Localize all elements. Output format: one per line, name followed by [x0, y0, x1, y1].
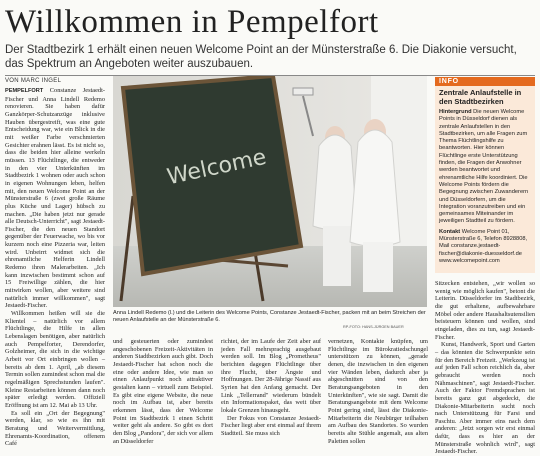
col1-paragraph-1: Constanze Jestaedt-Fischer und Anna Lindell Redemo renovieren. Sie haben dafür Ganzkörper-Schutzanzüge inklusive Hauben übergestreift, was eine gute Entscheidung war, wie ein Blick in die mit weißer Farbe verschmierten Gesichter erahnen lässt. Es ist nicht so, dass die beiden hier alleine werkeln müssen. 13 Flüchtlinge, die entweder in den vier Unterkünften im Stadtbezirk 1 wohnen oder auch schon in eigenen Wohnungen leben, helfen mit, den neuen Welcome Point an der Münsterstraße 6 (zwei große Räume plus Küche und Lager) hübsch zu machen. „Die haben jetzt nur gerade alle Deutsch-Unterricht", sagt Jestaedt-Fischer, die den neuen Standort gegenüber der Feuerwache, wo bis vor kurzem noch eine Pizzeria war, leiten wird. Unbeirrt widmet sich die ehrenamtliche Helferin Lindell Redemo ihren Malerarbeiten. „Ich kann inzwischen bestimmt schon auf 15 Freiwillige zählen, die hier mitwirken wollen, aber weitere sind natürlich immer willkommen", sagt Jestaedt-Fischer. [5, 87, 105, 310]
col3-paragraph-1: richtet, der im Laufe der Zeit aber auf jeden Fall mehrsprachig ausgebaut werden soll. Im Blog „Prometheus" berichten dagegen Flüchtlinge über ihre Flucht, über Ängste und Hoffnungen. Der 28-Jährige Nassif aus Syrien hat den Anfang gemacht. Der Link „Tellerrand" wiederum bündelt ein Informationspaket, das weit über lokale Grenzen hinausgeht. [221, 338, 321, 414]
subtitle: Der Stadtbezirk 1 erhält einen neuen Welcome Point an der Münsterstraße 6. Die Diakonie versucht, das Spektrum an Angeboten weiter auszubauen. [5, 44, 517, 70]
article-column-3 [221, 338, 321, 438]
info-body: Hintergrund Die neuen Welcome Points in Düsseldorf dienen als zentrale Anlaufstellen in den Stadtbezirken, um alle Fragen zum Thema Flüchtlingshilfe zu beantworten. Hier können Flüchtlinge erste Unterstützung finden, die Fragen der Anwohner werden beantwortet und ehrenamtliche Hilfe koordiniert. Die Welcome Points fördern die Begegnung zwischen Zuwanderern und Düsseldorfern, um die Integration voranzutreiben und ein gemeinsames Miteinander im jeweiligen Stadtteil zu fördern. [439, 109, 529, 225]
col2-paragraph: und gesteuerten oder zumindest angeschobenen Freizeit-Aktivitäten in anderen Stadtbezirken auch gibt. Doch Jestaedt-Fischer hat schon noch die eine oder andere Idee, wie man so einen Anlaufpunkt noch attraktiver gestalten kann – virtuell zum Beispiel. Es gibt eine eigene Website, die neue noch im Aufbau ist, aber bereits erkennen lässt, dass der Welcome Point im Stadtbezirk 1 einen Schritt weiter geht als andere. So gibt es dort den Blog „Pandora", der sich vor allem an Düsseldorfer [113, 338, 213, 445]
info-box [435, 77, 535, 273]
article-column-1 [5, 87, 105, 448]
article-column-5 [435, 280, 535, 456]
article-photo [113, 76, 427, 307]
col4-paragraph: vernetzen, Kontakte knüpfen, um Flüchtlinge im Bürokratiedschungel unterstützen zu können, „gerade denen, die inzwischen in den eigenen vier Wänden leben, dadurch aber ja abgeschnitten sind von den Beratungsangeboten in den Unterkünften", wie sie sagt. Damit die Beratungsangebote mit dem Welcome Point gering sind, lässt die Diakonie-Mitarbeiterin die Neubürger teilhaben am Aufbau des Standortes. So wurden bereits alte Stühle angemalt, aus alten Paletten sollen [328, 338, 428, 445]
info-label: INFO [435, 77, 535, 86]
info-contact: Kontakt Welcome Point 01, Münsterstraße 6, Telefon 8928808, Mail constanze.jestaedt-fischer@diakonie-duesseldorf.de www.welcomepoint.com [439, 228, 528, 264]
info-title: Zentrale Anlaufstelle in den Stadtbezirken [439, 88, 522, 106]
info-lead: Hintergrund [439, 109, 472, 115]
col1-paragraph-3: Es soll ein „Ort der Begegnung" werden, klar, so wie es ihn mit Beratung und Weitervermittlung, Ehrenamts-Koordination, offenem Café [5, 409, 105, 448]
photo-illustration [113, 76, 427, 307]
chalkboard-text: Welcome [164, 144, 269, 191]
article-column-2 [113, 338, 213, 445]
info-contact-lead: Kontakt [439, 228, 461, 235]
col1-paragraph-2: Willkommen heißen will sie die Klientel – natürlich vor allem Flüchtlinge, die Hilfe in allen Lebenslagen benötigen, aber natürlich auch Pempelforter, Derendorfer, Golzheimer, die sich in die wichtige Arbeit vor Ort einbringen wollen – bereits ab dem 1. April, „ab diesem Termin sollen zumindest schon mal die regelmäßigen Sprechstunden laufen". Kleine Restarbeiten können dann noch später erledigt werden. Offiziell Eröffnung ist am 12. Mai ab 13 Uhr. [5, 310, 105, 409]
photo-credit: RP-FOTO: HANS-JÜRGEN BAUER [343, 325, 404, 329]
col3-paragraph-2: Der Fokus von Constanze Jestaedt-Fischer liegt aber erst einmal auf ihrem Stadtteil. Sie muss sich [221, 414, 321, 437]
col5-paragraph-1: Sitzecken entstehen, „wir wollen so wenig wie möglich kaufen", betont die Leiterin. Düsseldorfer im Stadtbezirk, die gut erhaltene, aufbewahrbare Möbel oder andere Haushaltsutensilien beisteuern können und wollen, sind eingeladen, dies zu tun, sagt Jestaedt-Fischer. [435, 280, 535, 341]
photo-caption: Anna Lindell Redemo (l.) und die Leiterin des Welcome Points, Constanze Jestaedt-Fischer, packen mit an beim Streichen der neuen Anlaufstelle an der Münsterstraße 6. [113, 310, 426, 323]
headline: Willkommen in Pempelfort [5, 4, 379, 40]
dateline: PEMPELFORT [5, 88, 44, 94]
article-column-4 [328, 338, 428, 445]
author-byline: VON MARC INGEL [5, 78, 62, 84]
col5-paragraph-2: Kunst, Handwerk, Sport und Garten – das könnten die Schwerpunkte sein für den Bereich Freizeit. „Werkzeug ist auf jeden Fall schon reichlich da, aber gebraucht werden noch Nähmaschinen", sagt Jestaedt-Fischer. Auch der Faktor Fremdsprachen ist bereits ganz gut abgedeckt, die Diakonie-Mitarbeiterin sucht noch nach Unterstützung für Farsi und Paschtu. Aber immer eins nach dem anderen: „Jetzt sorgen wir erst einmal dafür, dass es hier an der Münsterstraße wohnlich wird", sagt Jestaedt-Fischer. [435, 341, 535, 456]
